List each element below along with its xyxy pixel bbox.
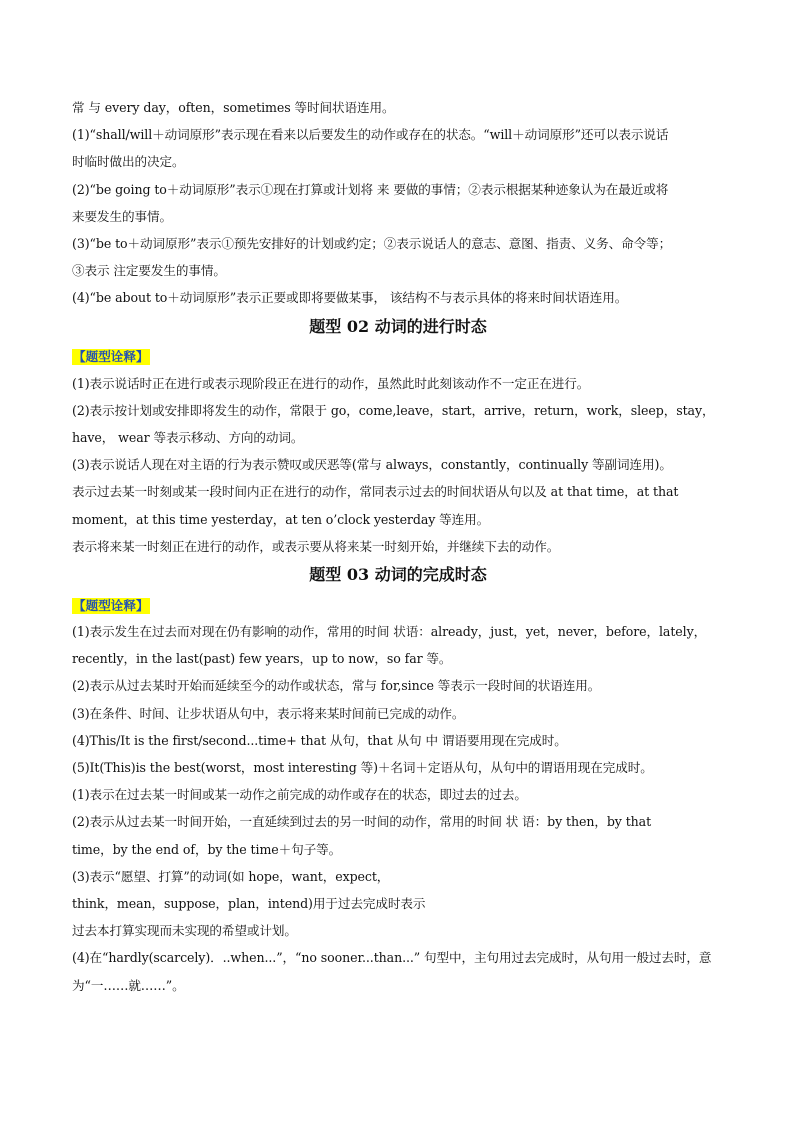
text-line: time，by the end of，by the time＋句子等。 bbox=[72, 841, 342, 857]
text-line: 为“一……就……”。 bbox=[72, 977, 185, 993]
text-line: (1)表示在过去某一时间或某一动作之前完成的动作或存在的状态，即过去的过去。 bbox=[72, 787, 527, 803]
text-line: (3)表示“愿望、打算”的动词(如 hope，want，expect， bbox=[72, 868, 390, 884]
text-line: (2)“be going to＋动词原形”表示①现在打算或计划将 来 要做的事情；②表示根据某种迹象认为在最近或将 bbox=[72, 181, 669, 197]
text-line: moment，at this time yesterday，at ten o’clock yesterday 等连用。 bbox=[72, 511, 490, 527]
text-line: ③表示 注定要发生的事情。 bbox=[72, 263, 226, 279]
text-line: 表示将来某一时刻正在进行的动作，或表示要从将来某一时刻开始，并继续下去的动作。 bbox=[72, 538, 560, 554]
tag-row bbox=[72, 592, 724, 618]
section-tag: 【题型诠释】 bbox=[73, 597, 149, 613]
text-line: recently，in the last(past) few years，up to now，so far 等。 bbox=[72, 651, 452, 667]
section-title: 题型 03 动词的完成时态 bbox=[309, 565, 487, 585]
text-line: (1)表示发生在过去而对现在仍有影响的动作，常用的时间 状语：already，just，yet，never，before，lately， bbox=[72, 624, 707, 640]
text-line: 常 与 every day，often，sometimes 等时间状语连用。 bbox=[72, 100, 395, 115]
text-line: 过去本打算实现而未实现的希望或计划。 bbox=[72, 923, 297, 939]
text-line: (1)“shall/will＋动词原形”表示现在看来以后要发生的动作或存在的状态。“will＋动词原形”还可以表示说话 bbox=[72, 127, 669, 143]
text-line: 来要发生的事情。 bbox=[72, 208, 172, 224]
text-line: (4)“be about to＋动词原形”表示正要或即将要做某事， 该结构不与表示具体的将来时间状语连用。 bbox=[72, 290, 628, 306]
text-line: (2)表示从过去某时开始而延续至今的动作或状态，常与 for,since 等表示一段时间的状语连用。 bbox=[72, 678, 601, 694]
document-page bbox=[72, 94, 724, 999]
text-line: (1)表示说话时正在进行或表示现阶段正在进行的动作，虽然此时此刻该动作不一定正在进行。 bbox=[72, 375, 590, 391]
section-tag: 【题型诠释】 bbox=[73, 349, 149, 365]
text-line: 时临时做出的决定。 bbox=[72, 154, 185, 170]
text-line: (5)It(This)is the best(worst，most interesting 等)＋名词＋定语从句，从句中的谓语用现在完成时。 bbox=[72, 760, 653, 776]
text-line: 表示过去某一时刻或某一段时间内正在进行的动作，常同表示过去的时间状语从句以及 at that time，at that bbox=[72, 484, 679, 500]
text-line: (3)表示说话人现在对主语的行为表示赞叹或厌恶等(常与 always，constantly，continually 等副词连用)。 bbox=[72, 457, 672, 473]
text-line: (2)表示从过去某一时间开始，一直延续到过去的另一时间的动作，常用的时间 状 语：by then，by that bbox=[72, 814, 652, 830]
text-line: (3)在条件、时间、让步状语从句中，表示将来某时间前已完成的动作。 bbox=[72, 705, 465, 721]
future-tense-block bbox=[72, 94, 724, 312]
text-line: (3)“be to＋动词原形”表示①预先安排好的计划或约定；②表示说话人的意志、意图、指责、义务、命令等； bbox=[72, 236, 672, 252]
progressive-tense-section bbox=[72, 310, 724, 560]
text-line: (4)在“hardly(scarcely)．..when...”，“no sooner...than...” 句型中，主句用过去完成时，从句用一般过去时，意 bbox=[72, 950, 712, 966]
text-line: (2)表示按计划或安排即将发生的动作，常限于 go，come,leave，start，arrive，return，work，sleep，stay， bbox=[72, 402, 715, 418]
text-line: have， wear 等表示移动、方向的动词。 bbox=[72, 430, 304, 446]
section-title: 题型 02 动词的进行时态 bbox=[309, 316, 487, 336]
perfect-tense-section bbox=[72, 558, 724, 999]
tag-row bbox=[72, 344, 724, 370]
text-line: think，mean，suppose，plan，intend)用于过去完成时表示 bbox=[72, 896, 426, 912]
text-line: (4)This/It is the first/second...time+ that 从句，that 从句 中 谓语要用现在完成时。 bbox=[72, 732, 567, 748]
